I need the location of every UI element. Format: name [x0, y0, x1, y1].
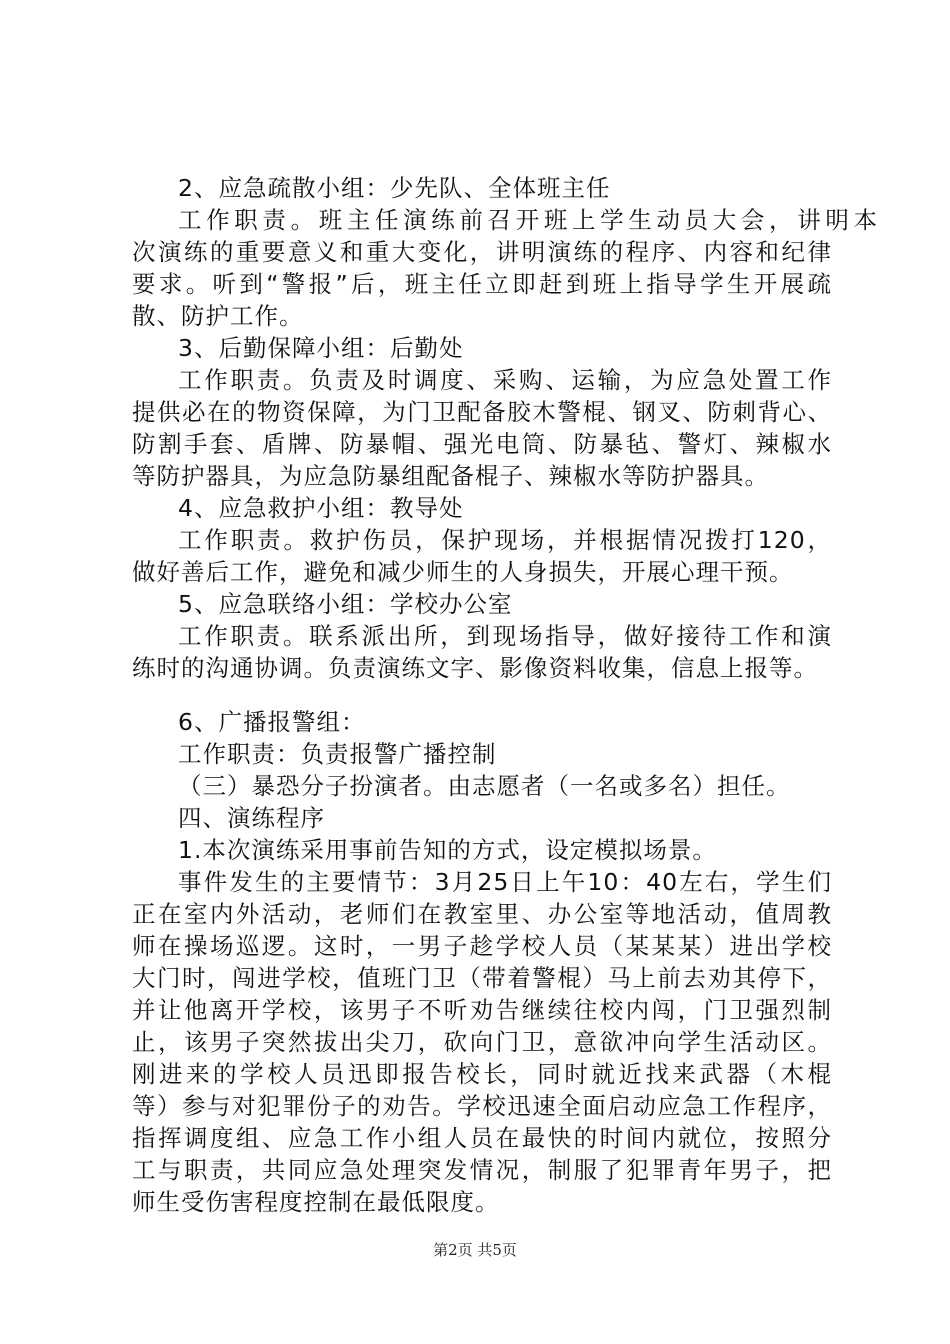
- heading-logistics-group: 3、后勤保障小组：后勤处: [178, 334, 464, 362]
- paragraph-line: （三）暴恐分子扮演者。由志愿者（一名或多名）担任。: [178, 772, 791, 800]
- paragraph-line: 师生受伤害程度控制在最低限度。: [132, 1188, 500, 1216]
- paragraph-line: 工作职责。班主任演练前召开班上学生动员大会，讲明本: [178, 206, 878, 234]
- paragraph-line: 防割手套、盾牌、防暴帽、强光电筒、防暴毡、警灯、辣椒水: [132, 430, 832, 458]
- paragraph-line: 练时的沟通协调。负责演练文字、影像资料收集，信息上报等。: [132, 654, 818, 682]
- heading-evacuation-group: 2、应急疏散小组：少先队、全体班主任: [178, 174, 611, 202]
- paragraph-line: 要求。听到“警报”后，班主任立即赶到班上指导学生开展疏: [132, 270, 832, 298]
- paragraph-line: 师在操场巡逻。这时，一男子趁学校人员（某某某）进出学校: [132, 932, 832, 960]
- paragraph-line: 指挥调度组、应急工作小组人员在最快的时间内就位，按照分: [132, 1124, 832, 1152]
- paragraph-line: 工与职责，共同应急处理突发情况，制服了犯罪青年男子，把: [132, 1156, 832, 1184]
- heading-broadcast-group: 6、广播报警组：: [178, 708, 366, 736]
- paragraph-line: 工作职责。负责及时调度、采购、运输，为应急处置工作: [178, 366, 832, 394]
- section-heading-drill-procedure: 四、演练程序: [178, 804, 325, 832]
- paragraph-line: 工作职责：负责报警广播控制: [178, 740, 497, 768]
- paragraph-line: 做好善后工作，避免和减少师生的人身损失，开展心理干预。: [132, 558, 794, 586]
- paragraph-line: 事件发生的主要情节：3月25日上午10：40左右，学生们: [178, 868, 832, 896]
- paragraph-line: 并让他离开学校，该男子不听劝告继续往校内闯，门卫强烈制: [132, 996, 832, 1024]
- paragraph-line: 刚进来的学校人员迅即报告校长，同时就近找来武器（木棍: [132, 1060, 832, 1088]
- paragraph-line: 大门时，闯进学校，值班门卫（带着警棍）马上前去劝其停下，: [132, 964, 832, 992]
- paragraph-line: 提供必在的物资保障，为门卫配备胶木警棍、钢叉、防刺背心、: [132, 398, 832, 426]
- paragraph-line: 工作职责。救护伤员，保护现场，并根据情况拨打120，: [178, 526, 832, 554]
- paragraph-line: 次演练的重要意义和重大变化，讲明演练的程序、内容和纪律: [132, 238, 832, 266]
- heading-rescue-group: 4、应急救护小组：教导处: [178, 494, 464, 522]
- paragraph-line: 散、防护工作。: [132, 302, 304, 330]
- paragraph-line: 止，该男子突然拔出尖刀，砍向门卫，意欲冲向学生活动区。: [132, 1028, 832, 1056]
- paragraph-line: 正在室内外活动，老师们在教室里、办公室等地活动，值周教: [132, 900, 832, 928]
- heading-liaison-group: 5、应急联络小组：学校办公室: [178, 590, 513, 618]
- paragraph-line: 工作职责。联系派出所，到现场指导，做好接待工作和演: [178, 622, 832, 650]
- paragraph-line: 1.本次演练采用事前告知的方式，设定模拟场景。: [178, 836, 717, 864]
- page-number-footer: 第2页 共5页: [433, 1241, 517, 1259]
- paragraph-line: 等防护器具，为应急防暴组配备棍子、辣椒水等防护器具。: [132, 462, 769, 490]
- paragraph-line: 等）参与对犯罪份子的劝告。学校迅速全面启动应急工作程序，: [132, 1092, 832, 1120]
